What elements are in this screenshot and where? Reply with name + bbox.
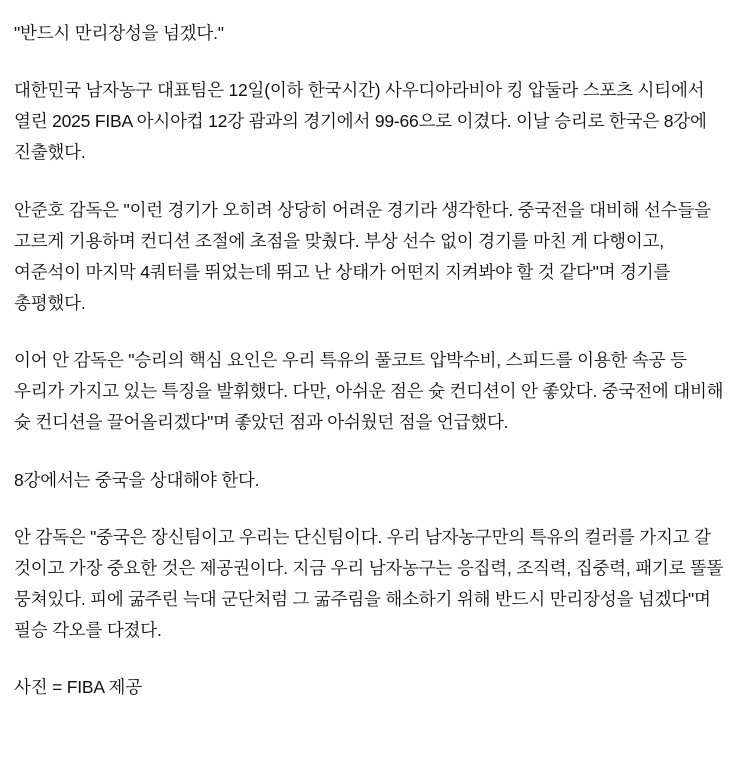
article-paragraph-1: 대한민국 남자농구 대표팀은 12일(이하 한국시간) 사우디아라비아 킹 압둘라 스포츠 시티에서 열린 2025 FIBA 아시아컵 12강 괌과의 경기에서 99-66으로 이겼다. 이날 승리로 한국은 8강에 진출했다. bbox=[14, 80, 712, 163]
article-paragraph-lead: "반드시 만리장성을 넘겠다." bbox=[14, 23, 224, 43]
article-paragraph-2: 안준호 감독은 "이런 경기가 오히려 상당히 어려운 경기라 생각한다. 중국전을 대비해 선수들을 고르게 기용하며 컨디션 조절에 초점을 맞췄다. 부상 선수 없이 경기를 마친 게 다행이고, 여준석이 마지막 4쿼터를 뛰었는데 뛰고 난 상태가 어떤지 지켜봐야 할 것 같다"며 경기를 총평했다. bbox=[14, 199, 716, 313]
article-paragraph-5: 안 감독은 "중국은 장신팀이고 우리는 단신팀이다. 우리 남자농구만의 특유의 컬러를 가지고 갈 것이고 가장 중요한 것은 제공권이다. 지금 우리 남자농구는 응집력, 조직력, 집중력, 패기로 똘똘 뭉쳐있다. 피에 굶주린 늑대 군단처럼 그 굶주림을 해소하기 위해 반드시 만리장성을 넘겠다"며 필승 각오를 다졌다. bbox=[14, 526, 729, 641]
article-photo-credit: 사진 = FIBA 제공 bbox=[14, 677, 142, 698]
article-paragraph-3: 이어 안 감독은 "승리의 핵심 요인은 우리 특유의 풀코트 압박수비, 스피드를 이용한 속공 등 우리가 가지고 있는 특징을 발휘했다. 다만, 아쉬운 점은 슛 컨디션이 안 좋았다. 중국전에 대비해 슛 컨디션을 끌어올리겠다"며 좋았던 점과 아쉬웠던 점을 언급했다. bbox=[14, 350, 729, 433]
article-paragraph-4: 8강에서는 중국을 상대해야 한다. bbox=[14, 469, 260, 490]
